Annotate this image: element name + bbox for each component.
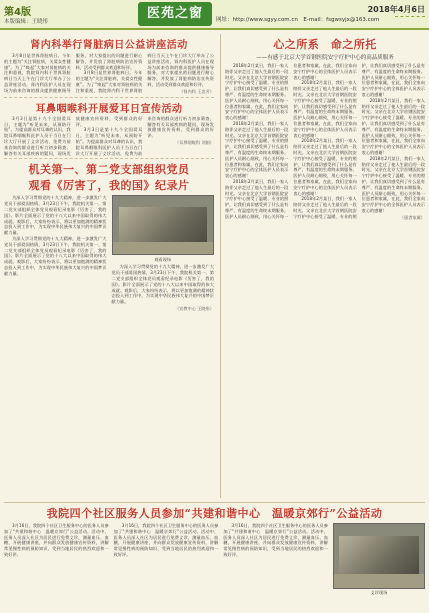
article-headline: 肾内科举行肾脏病日公益讲座活动 [30, 40, 188, 51]
article-body-more: 2018年2月某日，我们一家人陪伴父亲走过了他人生最后的一段时光。父亲在北京大学首钢医院安宁疗护中心接受了温暖、专业的照护，让我们真切感受到了什么是有尊严、有温度的生命终末期服务。医护人员耐心细致，用心关怀每一位患者和家属，在此，我们全家向安宁疗护中心的全体医护人员表示衷心的感谢！ [361, 155, 425, 213]
article-body-more: 3月16日，我院四个社区卫生服务中心的医务人员参加了“共建和谐中心 温暖京郊行”公益活动。活动中，医务人员深入社区为居民进行免费义诊，测量血压、血糖，开展健康讲座，并向群众发放健康宣传资料，讲解常见慢性病的预防知识，受到当地居民的热烈欢迎和一致好评。 [223, 523, 328, 557]
article-headline: 心之所系 命之所托 [273, 38, 377, 51]
article-body-cont: 2018年2月某日，我们一家人陪伴父亲走过了他人生最后的一段时光。父亲在北京大学首钢医院安宁疗护中心接受了温暖、专业的照护，让我们真切感受到了什么是有尊严、有温度的生命终末期服务。医护人员耐心细致，用心关怀每一位患者和家属，在此，我们全家向安宁疗护中心的全体医护人员表示衷心的感谢！ [225, 120, 289, 179]
article-body-cont: 3月8日是世界肾脏病日。今年的主题为“关注肾脏病，关爱女性健康”。为了“唤起”大家对肾脏病的关注和重视，我院肾内科于世界肾脏病日当天上午在门诊大厅举办了公益讲座活动，肾内科医护人员在现场为前来咨询的群众提供健康指导服务，对大家提出的问题进行耐心解答，并发放了肾脏病防治宣传资料，活动受到群众欢迎和好评。 [75, 53, 214, 93]
article-photo [333, 523, 425, 589]
right-column [220, 34, 425, 498]
masthead-ornament [395, 16, 425, 26]
left-column [4, 34, 214, 498]
article-headline-line2: 观看《厉害了，我的国》纪录片 [28, 179, 190, 193]
bottom-section [4, 502, 425, 610]
article-subheadline: ——有感于北京大学首钢医院安宁疗护中心的高品质服务 [256, 55, 394, 61]
article-ear-day [4, 100, 214, 157]
article-body-columns [4, 53, 214, 95]
article-body: 3月8日是世界肾脏病日。今年的主题为“关注肾脏病，关爱女性健康”。为了“唤起”大家对肾脏病的关注和重视，我院肾内科于世界肾脏病日当天上午在门诊大厅举办了公益讲座活动，肾内科医护人员在现场为前来咨询的群众提供健康指导服务，对大家提出的问题进行耐心解答，并发放了肾脏病防治宣传资料，活动受到群众欢迎和好评。 [4, 53, 143, 93]
article-body: 2018年2月某日，我们一家人陪伴父亲走过了他人生最后的一段时光。父亲在北京大学首钢医院安宁疗护中心接受了温暖、专业的照护，让我们真切感受到了什么是有尊严、有温度的生命终末期服务。医护人员耐心细致，用心关怀每一位患者和家属，在此，我们全家向安宁疗护中心的全体医护人员表示衷心的感谢！ [225, 63, 289, 121]
article-body: 为深入学习贯彻党的十九大精神，进一步激发广大党员干部爱国热情，3月23日下午，我院机关第一、第二党支部组织全体党员观看纪录电影《厉害了，我的国》。影片全面展示了党的十八大以来中国取得的伟大成就。观影后，大家纷纷表示，将以更加饱满的精神状态投入到工作中，为实现中华民族伟大复兴的中国梦贡献力量。 [4, 195, 107, 236]
article-body-more: 2018年2月某日，我们一家人陪伴父亲走过了他人生最后的一段时光。父亲在北京大学首钢医院安宁疗护中心接受了温暖、专业的照护，让我们真切感受到了什么是有尊严、有温度的生命终末期服务。医护人员耐心细致，用心关怀每一位患者和家属，在此，我们全家向安宁疗护中心的全体医护人员表示衷心的感谢！ [293, 80, 357, 138]
article-body: 3月16日，我院四个社区卫生服务中心的医务人员参加了“共建和谐中心 温暖京郊行”公益活动。活动中，医务人员深入社区为居民进行免费义诊，测量血压、血糖，开展健康讲座，并向群众发放健康宣传资料，讲解常见慢性病的预防知识，受到当地居民的热烈欢迎和一致好评。 [4, 523, 109, 557]
article-byline: （肾内科 王忠芳） [179, 88, 214, 94]
column-logo: 医苑之窗 [138, 2, 212, 26]
article-body-more: 2018年2月某日，我们一家人陪伴父亲走过了他人生最后的一段时光。父亲在北京大学首钢医院安宁疗护中心接受了温暖、专业的照护，让我们真切感受到了什么是有尊严、有温度的生命终末期服务。医护人员耐心细致，用心关怀每一位患者和家属，在此，我们全家向安宁疗护中心的全体医护人员表示衷心的感谢！ [361, 97, 425, 155]
article-body: 3月3日是第十九个全国爱耳日，主题为“听见未来，从预防开始”。为提高群众对耳聋的认识，我院耳鼻咽喉科医护人员于当日在门诊大厅开展了义诊活动，免费为前来咨询的群众进行听力初步筛查，解答有关耳部疾病的疑问，现场发放健康宣传资料，受到群众的好评。 [4, 115, 143, 156]
article-byline: （宣教中心 王晓彤） [174, 305, 214, 311]
photo-caption: 观看现场 [154, 257, 172, 263]
issue-date: 2018年4月6日 [367, 5, 425, 14]
article-headline: 我院四个社区服务人员参加“共建和谐中心 温暖京郊行”公益活动 [46, 507, 383, 520]
divider [4, 158, 214, 159]
article-body-more: 2018年2月某日，我们一家人陪伴父亲走过了他人生最后的一段时光。父亲在北京大学首钢医院安宁疗护中心接受了温暖、专业的照护，让我们真切感受到了什么是有尊严、有温度的生命终末期服务。医护人员耐心细致，用心关怀每一位患者和家属，在此，我们全家向安宁疗护中心的全体医护人员表示衷心的感谢！ [225, 63, 357, 219]
article-body-columns [225, 63, 425, 221]
article-kidney-day [4, 36, 214, 95]
article-body-columns [4, 523, 328, 597]
article-body-cont: 3月3日是第十九个全国爱耳日，主题为“听见未来，从预防开始”。为提高群众对耳聋的认识，我院耳鼻咽喉科医护人员于当日在门诊大厅开展了义诊活动，免费为前来咨询的群众进行听力初步筛查，解答有关耳部疾病的疑问，现场发放健康宣传资料，受到群众的好评。 [75, 115, 214, 156]
photo-caption: 义诊现场 [370, 590, 388, 595]
article-headline: 耳鼻咽喉科开展爱耳日宣传活动 [35, 103, 183, 115]
page-number: 第4版 [4, 7, 31, 18]
page-editor: 本版编辑：王晓彤 [4, 19, 49, 25]
article-body-columns [4, 116, 214, 157]
article-documentary [4, 161, 214, 312]
article-body-more: 为深入学习贯彻党的十九大精神，进一步激发广大党员干部爱国热情，3月23日下午，我院机关第一、第二党支部组织全体党员观看纪录电影《厉害了，我的国》。影片全面展示了党的十八大以来中国取得的伟大成就。观影后，大家纷纷表示，将以更加饱满的精神状态投入到工作中，为实现中华民族伟大复兴的中国梦贡献力量。 [111, 264, 214, 305]
article-body-cont: 3月16日，我院四个社区卫生服务中心的医务人员参加了“共建和谐中心 温暖京郊行”公益活动。活动中，医务人员深入社区为居民进行免费义诊，测量血压、血糖，开展健康讲座，并向群众发放健康宣传资料，讲解常见慢性病的预防知识，受到当地居民的热烈欢迎和一致好评。 [113, 523, 219, 557]
article-headline-line1: 机关第一、第二党支部组织党员 [28, 163, 190, 177]
article-body-cont: 为深入学习贯彻党的十九大精神，进一步激发广大党员干部爱国热情，3月23日下午，我院机关第一、第二党支部组织全体党员观看纪录电影《厉害了，我的国》。影片全面展示了党的十八大以来中国取得的伟大成就。观影后，大家纷纷表示，将以更加饱满的精神状态投入到工作中，为实现中华民族伟大复兴的中国梦贡献力量。 [4, 235, 107, 276]
article-body-more: 2018年2月某日，我们一家人陪伴父亲走过了他人生最后的一段时光。父亲在北京大学首钢医院安宁疗护中心接受了温暖、专业的照护，让我们真切感受到了什么是有尊严、有温度的生命终末期服务。医护人员耐心细致，用心关怀每一位患者和家属，在此，我们全家向安宁疗护中心的全体医护人员表示衷心的感谢！ [293, 63, 425, 219]
contact-info: 网址：http://www.sgyy.com.cn E-mail：fsgwsyjx@163.com [216, 17, 380, 23]
article-byline: （患者家属） [399, 214, 425, 220]
divider [4, 97, 214, 98]
article-byline: （耳鼻咽喉科 刘娟） [174, 139, 214, 145]
article-body-more: 2018年2月某日，我们一家人陪伴父亲走过了他人生最后的一段时光。父亲在北京大学首钢医院安宁疗护中心接受了温暖、专业的照护，让我们真切感受到了什么是有尊严、有温度的生命终末期服务。医护人员耐心细致，用心关怀每一位患者和家属，在此，我们全家向安宁疗护中心的全体医护人员表示衷心的感谢！ [293, 138, 357, 196]
article-body-columns [4, 195, 214, 312]
masthead [0, 0, 429, 30]
photo-block [333, 523, 425, 597]
article-photo [112, 195, 215, 255]
bottom-layout [4, 523, 425, 597]
